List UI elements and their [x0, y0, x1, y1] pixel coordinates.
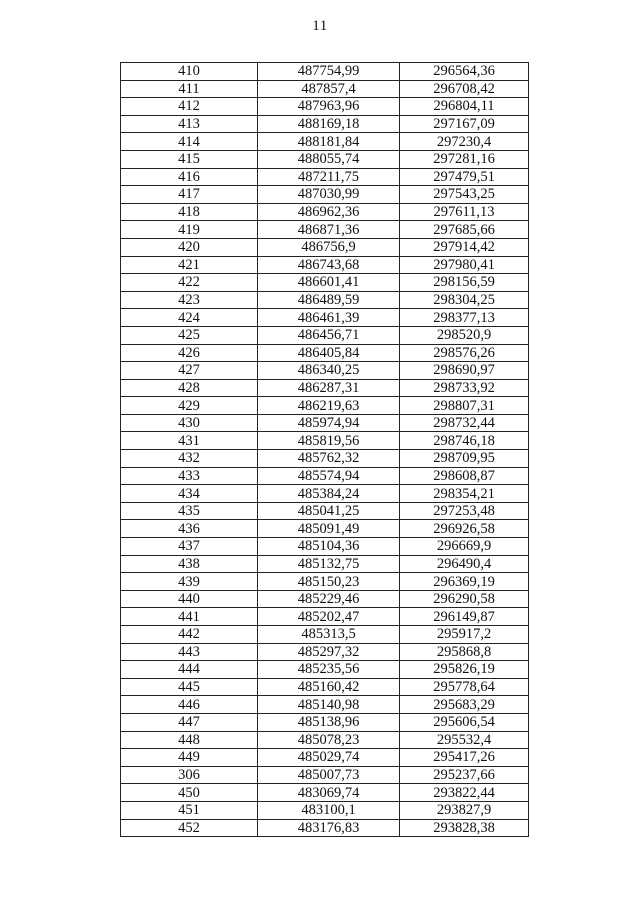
table-row — [121, 150, 529, 168]
x-coordinate-cell: 485132,75 — [258, 555, 400, 573]
y-coordinate-cell: 297611,13 — [400, 203, 529, 221]
table-row — [121, 678, 529, 696]
y-coordinate-cell: 297230,4 — [400, 133, 529, 151]
table-row — [121, 573, 529, 591]
table-row — [121, 538, 529, 556]
table-row — [121, 467, 529, 485]
x-coordinate-cell: 488055,74 — [258, 150, 400, 168]
x-coordinate-cell: 483069,74 — [258, 784, 400, 802]
y-coordinate-cell: 298608,87 — [400, 467, 529, 485]
table-row — [121, 362, 529, 380]
table-row — [121, 432, 529, 450]
x-coordinate-cell: 486743,68 — [258, 256, 400, 274]
point-number-cell: 413 — [121, 115, 258, 133]
table-row — [121, 63, 529, 81]
x-coordinate-cell: 486219,63 — [258, 397, 400, 415]
coordinates-table — [120, 62, 529, 837]
point-number-cell: 416 — [121, 168, 258, 186]
y-coordinate-cell: 298156,59 — [400, 274, 529, 292]
table-row — [121, 661, 529, 679]
point-number-cell: 434 — [121, 485, 258, 503]
point-number-cell: 419 — [121, 221, 258, 239]
y-coordinate-cell: 295868,8 — [400, 643, 529, 661]
x-coordinate-cell: 488169,18 — [258, 115, 400, 133]
y-coordinate-cell: 298807,31 — [400, 397, 529, 415]
y-coordinate-cell: 295778,64 — [400, 678, 529, 696]
point-number-cell: 447 — [121, 713, 258, 731]
y-coordinate-cell: 296564,36 — [400, 63, 529, 81]
point-number-cell: 431 — [121, 432, 258, 450]
table-row — [121, 590, 529, 608]
table-row — [121, 731, 529, 749]
table-row — [121, 749, 529, 767]
y-coordinate-cell: 297281,16 — [400, 150, 529, 168]
point-number-cell: 435 — [121, 502, 258, 520]
x-coordinate-cell: 485078,23 — [258, 731, 400, 749]
point-number-cell: 420 — [121, 238, 258, 256]
table-row — [121, 766, 529, 784]
y-coordinate-cell: 298690,97 — [400, 362, 529, 380]
y-coordinate-cell: 293827,9 — [400, 801, 529, 819]
y-coordinate-cell: 296926,58 — [400, 520, 529, 538]
x-coordinate-cell: 485235,56 — [258, 661, 400, 679]
x-coordinate-cell: 485140,98 — [258, 696, 400, 714]
table-row — [121, 238, 529, 256]
y-coordinate-cell: 296490,4 — [400, 555, 529, 573]
table-row — [121, 397, 529, 415]
y-coordinate-cell: 298733,92 — [400, 379, 529, 397]
x-coordinate-cell: 487030,99 — [258, 186, 400, 204]
point-number-cell: 415 — [121, 150, 258, 168]
point-number-cell: 445 — [121, 678, 258, 696]
table-row — [121, 256, 529, 274]
x-coordinate-cell: 485160,42 — [258, 678, 400, 696]
x-coordinate-cell: 483176,83 — [258, 819, 400, 837]
coordinates-table-body — [121, 63, 529, 837]
y-coordinate-cell: 297914,42 — [400, 238, 529, 256]
table-row — [121, 98, 529, 116]
x-coordinate-cell: 486456,71 — [258, 326, 400, 344]
x-coordinate-cell: 485974,94 — [258, 414, 400, 432]
point-number-cell: 414 — [121, 133, 258, 151]
x-coordinate-cell: 486489,59 — [258, 291, 400, 309]
point-number-cell: 429 — [121, 397, 258, 415]
y-coordinate-cell: 298746,18 — [400, 432, 529, 450]
table-row — [121, 713, 529, 731]
point-number-cell: 452 — [121, 819, 258, 837]
x-coordinate-cell: 487754,99 — [258, 63, 400, 81]
point-number-cell: 450 — [121, 784, 258, 802]
table-row — [121, 274, 529, 292]
y-coordinate-cell: 298576,26 — [400, 344, 529, 362]
table-row — [121, 801, 529, 819]
point-number-cell: 443 — [121, 643, 258, 661]
y-coordinate-cell: 297543,25 — [400, 186, 529, 204]
y-coordinate-cell: 297167,09 — [400, 115, 529, 133]
table-row — [121, 326, 529, 344]
table-row — [121, 133, 529, 151]
point-number-cell: 423 — [121, 291, 258, 309]
x-coordinate-cell: 485104,36 — [258, 538, 400, 556]
x-coordinate-cell: 487963,96 — [258, 98, 400, 116]
point-number-cell: 410 — [121, 63, 258, 81]
table-row — [121, 221, 529, 239]
y-coordinate-cell: 297479,51 — [400, 168, 529, 186]
table-row — [121, 626, 529, 644]
x-coordinate-cell: 485029,74 — [258, 749, 400, 767]
y-coordinate-cell: 298354,21 — [400, 485, 529, 503]
y-coordinate-cell: 293828,38 — [400, 819, 529, 837]
table-row — [121, 414, 529, 432]
x-coordinate-cell: 486405,84 — [258, 344, 400, 362]
y-coordinate-cell: 296290,58 — [400, 590, 529, 608]
x-coordinate-cell: 488181,84 — [258, 133, 400, 151]
table-row — [121, 608, 529, 626]
table-row — [121, 784, 529, 802]
x-coordinate-cell: 485384,24 — [258, 485, 400, 503]
y-coordinate-cell: 293822,44 — [400, 784, 529, 802]
x-coordinate-cell: 485007,73 — [258, 766, 400, 784]
table-row — [121, 555, 529, 573]
table-row — [121, 379, 529, 397]
table-row — [121, 291, 529, 309]
point-number-cell: 441 — [121, 608, 258, 626]
x-coordinate-cell: 486287,31 — [258, 379, 400, 397]
table-row — [121, 80, 529, 98]
page-number: 11 — [312, 18, 328, 34]
y-coordinate-cell: 298377,13 — [400, 309, 529, 327]
point-number-cell: 417 — [121, 186, 258, 204]
x-coordinate-cell: 485091,49 — [258, 520, 400, 538]
point-number-cell: 433 — [121, 467, 258, 485]
point-number-cell: 411 — [121, 80, 258, 98]
table-row — [121, 502, 529, 520]
point-number-cell: 448 — [121, 731, 258, 749]
y-coordinate-cell: 297253,48 — [400, 502, 529, 520]
point-number-cell: 412 — [121, 98, 258, 116]
table-row — [121, 309, 529, 327]
y-coordinate-cell: 295532,4 — [400, 731, 529, 749]
y-coordinate-cell: 297685,66 — [400, 221, 529, 239]
table-row — [121, 696, 529, 714]
point-number-cell: 438 — [121, 555, 258, 573]
y-coordinate-cell: 295917,2 — [400, 626, 529, 644]
point-number-cell: 428 — [121, 379, 258, 397]
point-number-cell: 451 — [121, 801, 258, 819]
x-coordinate-cell: 485138,96 — [258, 713, 400, 731]
y-coordinate-cell: 295237,66 — [400, 766, 529, 784]
point-number-cell: 442 — [121, 626, 258, 644]
table-row — [121, 115, 529, 133]
y-coordinate-cell: 296669,9 — [400, 538, 529, 556]
table-row — [121, 344, 529, 362]
x-coordinate-cell: 485202,47 — [258, 608, 400, 626]
point-number-cell: 440 — [121, 590, 258, 608]
y-coordinate-cell: 296369,19 — [400, 573, 529, 591]
x-coordinate-cell: 487211,75 — [258, 168, 400, 186]
x-coordinate-cell: 486962,36 — [258, 203, 400, 221]
point-number-cell: 436 — [121, 520, 258, 538]
x-coordinate-cell: 485229,46 — [258, 590, 400, 608]
x-coordinate-cell: 485313,5 — [258, 626, 400, 644]
x-coordinate-cell: 485762,32 — [258, 450, 400, 468]
point-number-cell: 306 — [121, 766, 258, 784]
y-coordinate-cell: 296149,87 — [400, 608, 529, 626]
x-coordinate-cell: 485297,32 — [258, 643, 400, 661]
point-number-cell: 437 — [121, 538, 258, 556]
y-coordinate-cell: 295606,54 — [400, 713, 529, 731]
point-number-cell: 446 — [121, 696, 258, 714]
table-row — [121, 168, 529, 186]
point-number-cell: 418 — [121, 203, 258, 221]
y-coordinate-cell: 296708,42 — [400, 80, 529, 98]
y-coordinate-cell: 295417,26 — [400, 749, 529, 767]
point-number-cell: 444 — [121, 661, 258, 679]
x-coordinate-cell: 487857,4 — [258, 80, 400, 98]
y-coordinate-cell: 298520,9 — [400, 326, 529, 344]
table-row — [121, 819, 529, 837]
x-coordinate-cell: 486340,25 — [258, 362, 400, 380]
y-coordinate-cell: 295683,29 — [400, 696, 529, 714]
x-coordinate-cell: 486756,9 — [258, 238, 400, 256]
y-coordinate-cell: 298304,25 — [400, 291, 529, 309]
y-coordinate-cell: 298709,95 — [400, 450, 529, 468]
y-coordinate-cell: 296804,11 — [400, 98, 529, 116]
table-row — [121, 450, 529, 468]
point-number-cell: 430 — [121, 414, 258, 432]
point-number-cell: 421 — [121, 256, 258, 274]
point-number-cell: 432 — [121, 450, 258, 468]
point-number-cell: 422 — [121, 274, 258, 292]
x-coordinate-cell: 485150,23 — [258, 573, 400, 591]
x-coordinate-cell: 486871,36 — [258, 221, 400, 239]
point-number-cell: 449 — [121, 749, 258, 767]
x-coordinate-cell: 485041,25 — [258, 502, 400, 520]
x-coordinate-cell: 486601,41 — [258, 274, 400, 292]
y-coordinate-cell: 295826,19 — [400, 661, 529, 679]
x-coordinate-cell: 486461,39 — [258, 309, 400, 327]
table-row — [121, 203, 529, 221]
table-row — [121, 520, 529, 538]
table-row — [121, 186, 529, 204]
x-coordinate-cell: 485819,56 — [258, 432, 400, 450]
point-number-cell: 427 — [121, 362, 258, 380]
point-number-cell: 424 — [121, 309, 258, 327]
table-row — [121, 643, 529, 661]
x-coordinate-cell: 485574,94 — [258, 467, 400, 485]
y-coordinate-cell: 298732,44 — [400, 414, 529, 432]
y-coordinate-cell: 297980,41 — [400, 256, 529, 274]
point-number-cell: 439 — [121, 573, 258, 591]
point-number-cell: 425 — [121, 326, 258, 344]
table-row — [121, 485, 529, 503]
point-number-cell: 426 — [121, 344, 258, 362]
x-coordinate-cell: 483100,1 — [258, 801, 400, 819]
